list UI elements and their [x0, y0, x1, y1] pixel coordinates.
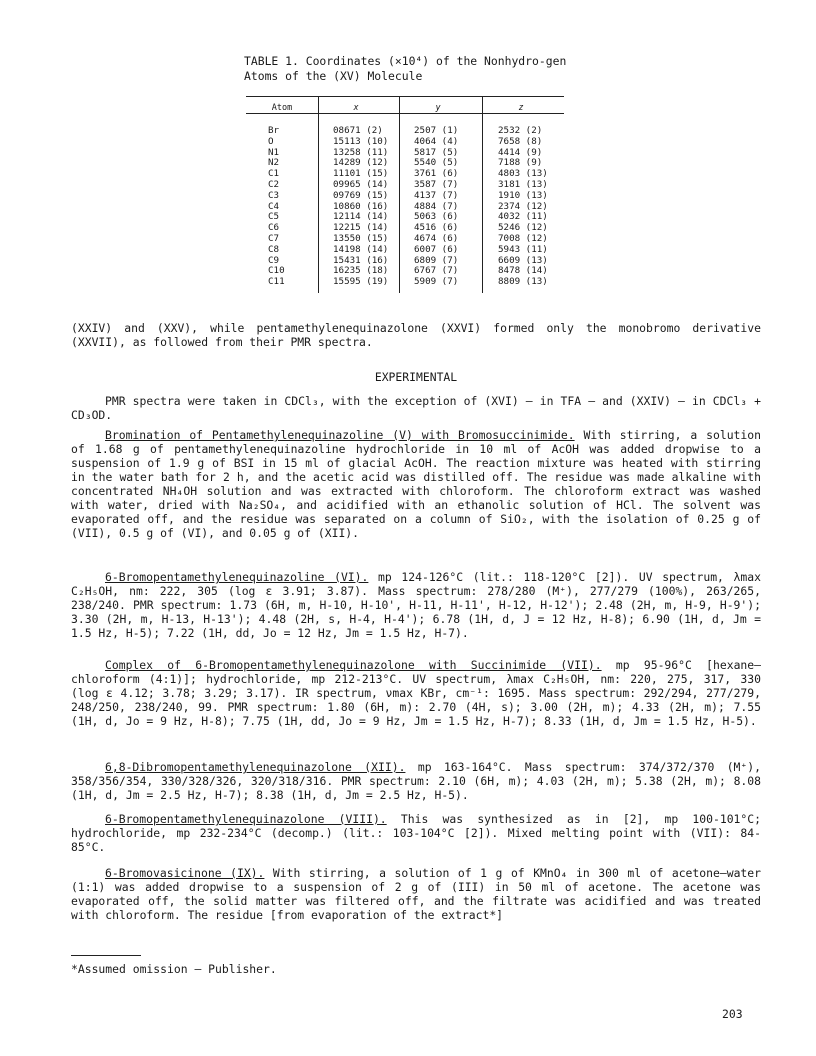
bromination-paragraph [71, 428, 761, 540]
y-column [414, 126, 458, 288]
table-cell: 11101 (15) [333, 168, 389, 180]
table-cell: 5943 (11) [498, 243, 548, 255]
intro-paragraph: (XXIV) and (XXV), while pentamethylenequinazolone (XXVI) formed only the monobromo derivative (XXVII), as followed from their PMR spectra. [71, 321, 761, 349]
table-cell: 6007 (6) [414, 243, 459, 255]
table-top-rule [246, 96, 564, 97]
page-number: 203 [722, 1007, 743, 1021]
table-cell: 8809 (13) [498, 276, 548, 288]
table-cell: 1910 (13) [498, 189, 548, 201]
atom-column [268, 126, 285, 288]
section-heading: EXPERIMENTAL [374, 370, 458, 384]
table-cell: 16235 (18) [333, 265, 389, 277]
compound-vii-paragraph [71, 658, 761, 728]
table-cell: 5909 (7) [414, 276, 459, 288]
table-cell: 8478 (14) [498, 265, 548, 277]
table-cell: 2507 (1) [414, 125, 459, 136]
table-cell: C6 [268, 222, 280, 234]
table-cell: 5817 (5) [414, 146, 459, 158]
table-cell: 4884 (7) [414, 200, 459, 212]
table-cell: C3 [268, 189, 280, 201]
table-cell: 7008 (12) [498, 232, 548, 244]
table-cell: C2 [268, 178, 280, 190]
table-cell: 14198 (14) [333, 243, 389, 255]
compound-ix-paragraph [71, 866, 761, 922]
z-column [498, 126, 548, 288]
compound-title: 6-Bromopentamethylenequinazolone (VIII). [105, 812, 387, 826]
table-caption: TABLE 1. Coordinates (×10⁴) of the Nonhydro-gen Atoms of the (XV) Molecule [244, 54, 567, 83]
column-divider [318, 97, 319, 293]
table-cell: 7188 (9) [498, 157, 543, 169]
column-divider [482, 97, 483, 293]
table-cell: 15595 (19) [333, 276, 389, 288]
compound-vi-paragraph [71, 570, 761, 640]
table-cell: 4064 (4) [414, 135, 459, 147]
header-x: x [353, 103, 359, 113]
footnote: *Assumed omission – Publisher. [71, 962, 277, 976]
table-cell: 15113 (10) [333, 135, 389, 147]
procedure-title: Bromination of Pentamethylenequinazoline (V) with Bromosuccinimide. [105, 428, 575, 442]
table-cell: 3181 (13) [498, 178, 548, 190]
table-cell: 13258 (11) [333, 146, 389, 158]
table-cell: C7 [268, 232, 280, 244]
table-cell: C10 [268, 265, 285, 277]
column-divider [399, 97, 400, 293]
table-cell: 12114 (14) [333, 211, 389, 223]
table-cell: 08671 (2) [333, 125, 383, 136]
compound-title: 6-Bromovasicinone (IX). [105, 866, 265, 880]
compound-title: Complex of 6-Bromopentamethylenequinazolone with Succinimide (VII). [105, 658, 602, 672]
table-cell: 4674 (6) [414, 232, 459, 244]
table-cell: C4 [268, 200, 280, 212]
compound-text: mp 163-164°C. Mass spectrum: 374/372/370 (M⁺), 358/356/354, 330/328/326, 320/318/316. PMR spectrum: 2.10 (6H, m); 4.03 (2H, m); 5.38 (2H, m); 8.08 (1H, d, Jm = 2.5 Hz, H-7); 8.38 (1H, d, Jm = 2.5 Hz, H-5). [71, 760, 761, 802]
table-cell: C5 [268, 211, 280, 223]
compound-title: 6,8-Dibromopentamethylenequinazolone (XII). [105, 760, 406, 774]
compound-text: mp 124-126°C (lit.: 118-120°C [2]). UV spectrum, λmax C₂H₅OH, nm: 222, 305 (log ε 3.91; 3.87). Mass spectrum: 278/280 (M⁺), 277/279 (100%), 263/265, 238/240. PMR spectrum: 1.73 (6H, m, H-10, H-10', H-11, H-11', H-12, H-12'); 2.48 (2H, m, H-9, H-9'); 3.30 (2H, m, H-13, H-13'); 4.48 (2H, s, H-4, H-4'); 6.78 (1H, d, J = 12 Hz, H-8); 6.90 (1H, d, Jm = 1.5 Hz, H-5); 7.22 (1H, dd, Jo = 12 Hz, Jm = 1.5 Hz, H-7). [71, 570, 761, 640]
compound-text: This was synthesized as in [2], mp 100-101°C; hydrochloride, mp 232-234°C (decomp.) (lit.: 103-104°C [2]). Mixed melting point with (VII): 84-85°C. [71, 812, 761, 854]
table-cell: 6767 (7) [414, 265, 459, 277]
table-cell: 6809 (7) [414, 254, 459, 266]
table-cell: 4032 (11) [498, 211, 548, 223]
compound-viii-paragraph [71, 812, 761, 854]
compound-xii-paragraph [71, 760, 761, 802]
x-column [333, 126, 388, 288]
table-cell: N1 [268, 146, 280, 158]
table-cell: C9 [268, 254, 280, 266]
header-atom: Atom [271, 103, 293, 113]
table-cell: 7658 (8) [498, 135, 543, 147]
table-cell: 3587 (7) [414, 178, 459, 190]
table-cell: 5540 (5) [414, 157, 459, 169]
header-z: z [518, 103, 524, 113]
table-cell: 5246 (12) [498, 222, 548, 234]
table-cell: N2 [268, 157, 280, 169]
table-cell: 13550 (15) [333, 232, 389, 244]
compound-text: With stirring, a solution of 1 g of KMnO₄ in 300 ml of acetone–water (1:1) was added dropwise to a suspension of 2 g of (III) in 50 ml of acetone. The acetone was evaporated off, the solid matter was filtered off, and the filtrate was acidified and was treated with chloroform. The residue [from evaporation of the extract*] [71, 866, 761, 922]
compound-title: 6-Bromopentamethylenequinazoline (VI). [105, 570, 369, 584]
table-cell: 10860 (16) [333, 200, 389, 212]
table-cell: 6609 (13) [498, 254, 548, 266]
table-cell: Br [268, 125, 280, 136]
pmr-paragraph: PMR spectra were taken in CDCl₃, with the exception of (XVI) – in TFA – and (XXIV) – in CDCl₃ + CD₃OD. [71, 394, 761, 422]
footnote-rule [71, 955, 141, 956]
table-cell: 09965 (14) [333, 178, 389, 190]
table-cell: C8 [268, 243, 280, 255]
table-cell: 12215 (14) [333, 222, 389, 234]
table-cell: 4137 (7) [414, 189, 459, 201]
table-cell: C1 [268, 168, 280, 180]
table-cell: C11 [268, 276, 285, 288]
table-cell: 5063 (6) [414, 211, 459, 223]
table-cell: 09769 (15) [333, 189, 389, 201]
table-cell: 4516 (6) [414, 222, 459, 234]
table-cell: 3761 (6) [414, 168, 459, 180]
table-cell: 2532 (2) [498, 125, 543, 136]
table-cell: O [268, 135, 274, 147]
table-cell: 15431 (16) [333, 254, 389, 266]
table-cell: 4414 (9) [498, 146, 543, 158]
header-y: y [435, 103, 441, 113]
table-cell: 4803 (13) [498, 168, 548, 180]
table-cell: 14289 (12) [333, 157, 389, 169]
compound-text: mp 95-96°C [hexane–chloroform (4:1)]; hydrochloride, mp 212-213°C. UV spectrum, λmax C₂H₅OH, nm: 220, 275, 317, 330 (log ε 4.12; 3.78; 3.29; 3.17). IR spectrum, νmax KBr, cm⁻¹: 1695. Mass spectrum: 292/294, 277/279, 248/250, 238/240, 99. PMR spectrum: 1.80 (6H, m): 2.70 (4H, s); 3.00 (2H, m); 4.33 (2H, m); 7.55 (1H, d, Jo = 9 Hz, H-8); 7.75 (1H, dd, Jo = 9 Hz, Jm = 1.5 Hz, H-7); 8.33 (1H, d, Jm = 1.5 Hz, H-5). [71, 658, 761, 728]
procedure-text: With stirring, a solution of 1.68 g of pentamethylenequinazoline hydrochloride in 10 ml of AcOH was added dropwise to a suspension of 1.9 g of BSI in 15 ml of glacial AcOH. The reaction mixture was heated with stirring in the water bath for 2 h, and the acetic acid was distilled off. The residue was made alkaline with concentrated NH₄OH solution and was extracted with chloroform. The chloroform extract was washed with water, dried with Na₂SO₄, and acidified with an ethanolic solution of HCl. The solvent was evaporated off, and the residue was separated on a column of SiO₂, with the isolation of 0.25 g of (VII), 0.5 g of (VI), and 0.05 g of (XII). [71, 428, 761, 540]
table-cell: 2374 (12) [498, 200, 548, 212]
